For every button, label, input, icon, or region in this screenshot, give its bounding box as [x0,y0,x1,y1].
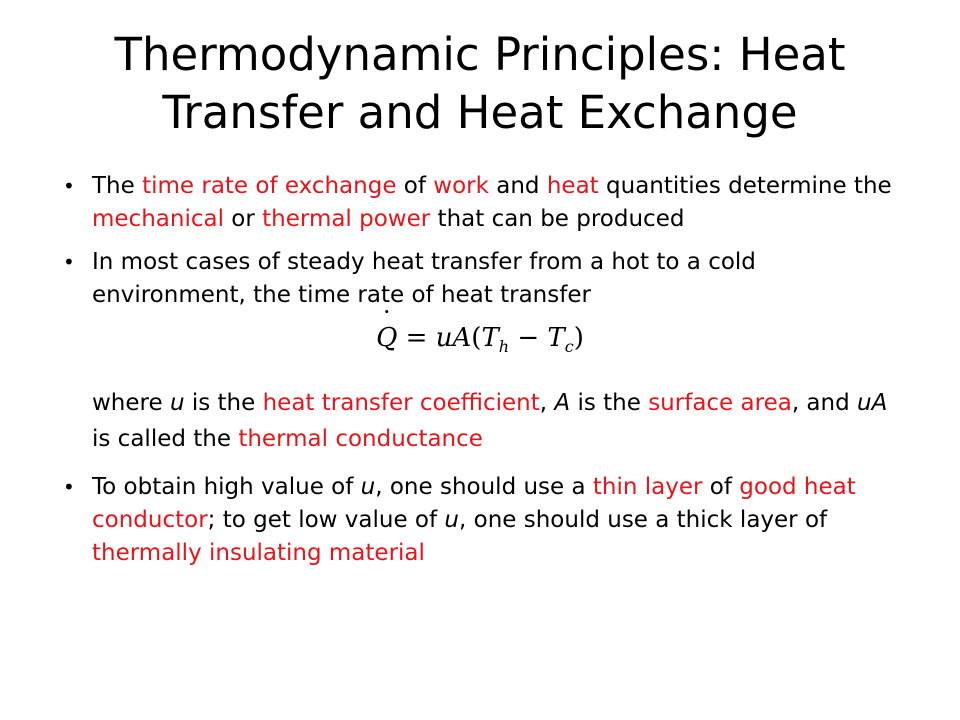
equation-minus: − [509,323,548,353]
highlight-term: mechanical [92,206,224,232]
bullet-dot-icon: • [63,174,75,198]
var-a: A [554,390,571,416]
text-span: that can be produced [430,206,685,232]
text-span: is the [570,390,649,416]
text-span: ; to get low value of [207,507,445,533]
var-u: u [169,390,185,416]
text-span: is the [184,390,263,416]
bullet-steady-heat-transfer [60,246,900,312]
bullet-dot-icon: • [63,475,75,499]
bullet-dot-icon: • [63,250,75,274]
equation-sub-c: c [564,337,574,356]
highlight-term: good heat conductor [92,474,856,533]
text-span: , one should use a thick layer of [459,507,828,533]
highlight-term: thermal power [262,206,431,232]
equation-equals: = [397,323,436,353]
var-u: u [444,507,459,533]
var-ua: uA [857,390,888,416]
text-span: where [92,390,170,416]
heat-rate-equation [60,318,900,367]
equation-open-paren: ( [471,323,482,353]
text-span: To obtain high value of [92,474,361,500]
text-span: of [702,474,740,500]
text-span: In most cases of steady heat transfer from a hot to a cold environment, the time rate of heat transfer [92,249,756,308]
highlight-term: time rate of exchange [142,173,397,199]
equation-t-cold: T [547,323,565,353]
equation-close-paren: ) [573,323,584,353]
text-span: of [396,173,434,199]
equation-ua: uA [435,323,472,353]
text-span: or [223,206,263,232]
highlight-term: thermally insulating material [92,540,425,566]
bullet-time-rate [60,170,900,236]
text-span: The [92,173,143,199]
slide-body [60,170,900,570]
equation-sub-h: h [498,337,510,356]
text-span: quantities determine the [598,173,892,199]
equation-t-hot: T [481,323,499,353]
bullet-obtain-u [60,471,900,570]
text-span: , [539,390,555,416]
text-span: , and [791,390,858,416]
highlight-term: thin layer [592,474,703,500]
slide-title: Thermodynamic Principles: Heat Transfer and Heat Exchange [114,28,846,139]
highlight-term: surface area [648,390,792,416]
text-span: is called the [92,426,239,452]
coefficient-explanation [60,385,900,457]
highlight-term: work [433,173,489,199]
highlight-term: thermal conductance [238,426,483,452]
text-span: and [488,173,547,199]
highlight-term: heat [546,173,599,199]
text-span: , one should use a [375,474,593,500]
highlight-term: heat transfer coefficient [262,390,540,416]
equation-q-dot: ˙ Q [376,318,397,358]
var-u: u [360,474,376,500]
